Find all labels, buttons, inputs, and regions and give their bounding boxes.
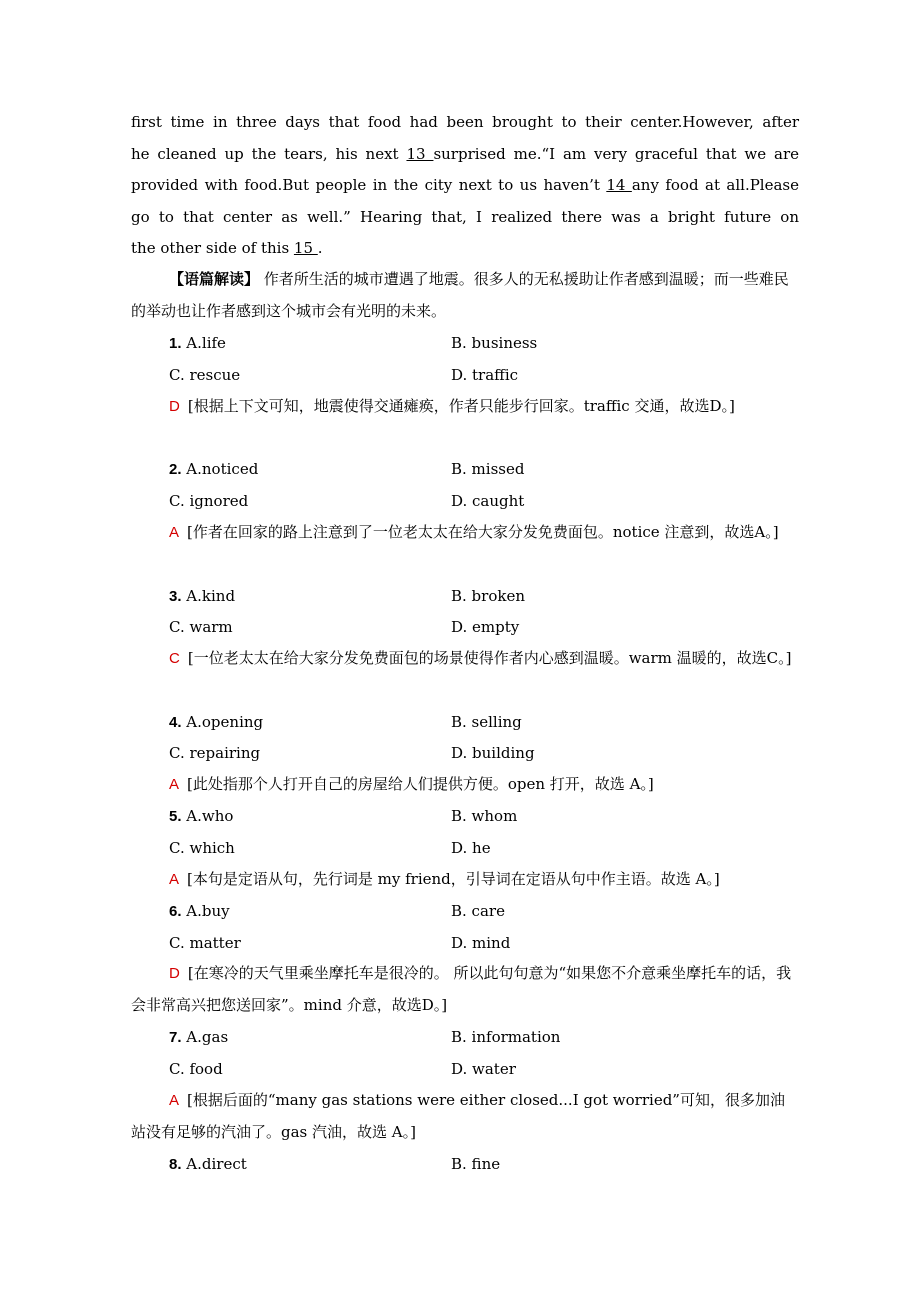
q5-option-d: D. he [451,839,491,857]
q3-option-d: D. empty [451,618,520,636]
q1-answer [131,391,799,423]
passage-line-1: first time in three days that food had been brought to their center.However, after [131,113,799,131]
passage-paragraph [131,107,799,265]
q7-answer [131,1085,799,1148]
q5-option-a: 5. A.who [169,807,234,825]
q1-explanation: [根据上下文可知，地震使得交通瘫痪，作者只能步行回家。traffic 交通，故选D。] [187,397,735,415]
q6-option-c: C. matter [169,934,241,952]
q3-option-a: 3. A.kind [169,587,236,605]
q4-answer [131,769,799,801]
q5-explanation: [本句是定语从句，先行词是 my friend，引导词在定语从句中作主语。故选 A。] [187,870,720,888]
passage-line-3a: provided with food.But people in the city next to us haven’t [131,176,607,194]
analysis-label: 【语篇解读】 [169,270,260,288]
q5-answer-key: A [169,871,180,888]
q2-option-a: 2. A.noticed [169,460,259,478]
passage-line-2b: surprised me.“I am very graceful that we are [433,144,799,163]
passage-line-5 [131,233,799,265]
q6-answer-key: D [169,965,180,982]
q1-option-c: C. rescue [169,366,241,384]
q6-option-d: D. mind [451,934,511,952]
q7-option-a: 7. A.gas [169,1028,229,1046]
q4-option-c: C. repairing [169,744,261,762]
q2-answer [131,517,799,549]
passage-line-5a: the other side of this [131,239,294,257]
q3-option-c: C. warm [169,618,233,636]
q1-option-b: B. business [451,334,538,352]
q3-answer-key: C [169,650,180,667]
blank-14: 14 [606,176,632,194]
q4-answer-key: A [169,776,180,793]
q4-explanation: [此处指那个人打开自己的房屋给人们提供方便。open 打开，故选 A。] [187,775,654,793]
q3-answer [131,643,799,675]
q3-explanation: [一位老太太在给大家分发免费面包的场景使得作者内心感到温暖。warm 温暖的，故选C。] [187,649,792,667]
passage-line-3b: any food at all.Please [631,176,799,194]
q7-option-b: B. information [451,1028,561,1046]
q6-answer [131,958,799,1021]
q2-option-c: C. ignored [169,492,249,510]
q6-explanation: [在寒冷的天气里乘坐摩托车是很冷的。 所以此句句意为“如果您不介意乘坐摩托车的话，我会非常高兴把您送回家”。mind 介意，故选D。] [131,964,792,1014]
passage-analysis [131,264,799,327]
q5-option-b: B. whom [451,807,518,825]
q1-answer-key: D [169,398,180,415]
q1-option-a: 1. A.life [169,334,226,352]
q4-option-b: B. selling [451,713,522,731]
q4-option-d: D. building [451,744,535,762]
q6-option-b: B. care [451,902,505,920]
q3-option-b: B. broken [451,587,525,605]
q6-option-a: 6. A.buy [169,902,230,920]
q7-answer-key: A [169,1092,180,1109]
analysis-text: 作者所生活的城市遭遇了地震。很多人的无私援助让作者感到温暖；而一些难民的举动也让作者感到这个城市会有光明的未来。 [131,270,789,320]
q5-option-c: C. which [169,839,235,857]
passage-line-2a: he cleaned up the tears, his next [131,144,407,163]
q7-explanation: [根据后面的“many gas stations were either closed...I got worried”可知，很多加油站没有足够的汽油了。gas 汽油，故选 A。] [131,1091,785,1141]
q5-answer [131,864,799,896]
q2-answer-key: A [169,524,180,541]
q7-option-c: C. food [169,1060,223,1078]
q2-explanation: [作者在回家的路上注意到了一位老太太在给大家分发免费面包。notice 注意到，故选A。] [187,523,779,541]
q7-option-d: D. water [451,1060,516,1078]
blank-15: 15 [293,239,318,257]
passage-line-5b: . [317,239,323,257]
passage-line-4: go to that center as well.” Hearing that, I realized there was a bright future on [131,207,799,226]
q8-option-b: B. fine [451,1155,501,1173]
q2-option-d: D. caught [451,492,525,510]
blank-13: 13 [406,144,434,163]
q8-option-a: 8. A.direct [169,1155,247,1173]
q2-option-b: B. missed [451,460,525,478]
q4-option-a: 4. A.opening [169,713,264,731]
q1-option-d: D. traffic [451,366,519,384]
